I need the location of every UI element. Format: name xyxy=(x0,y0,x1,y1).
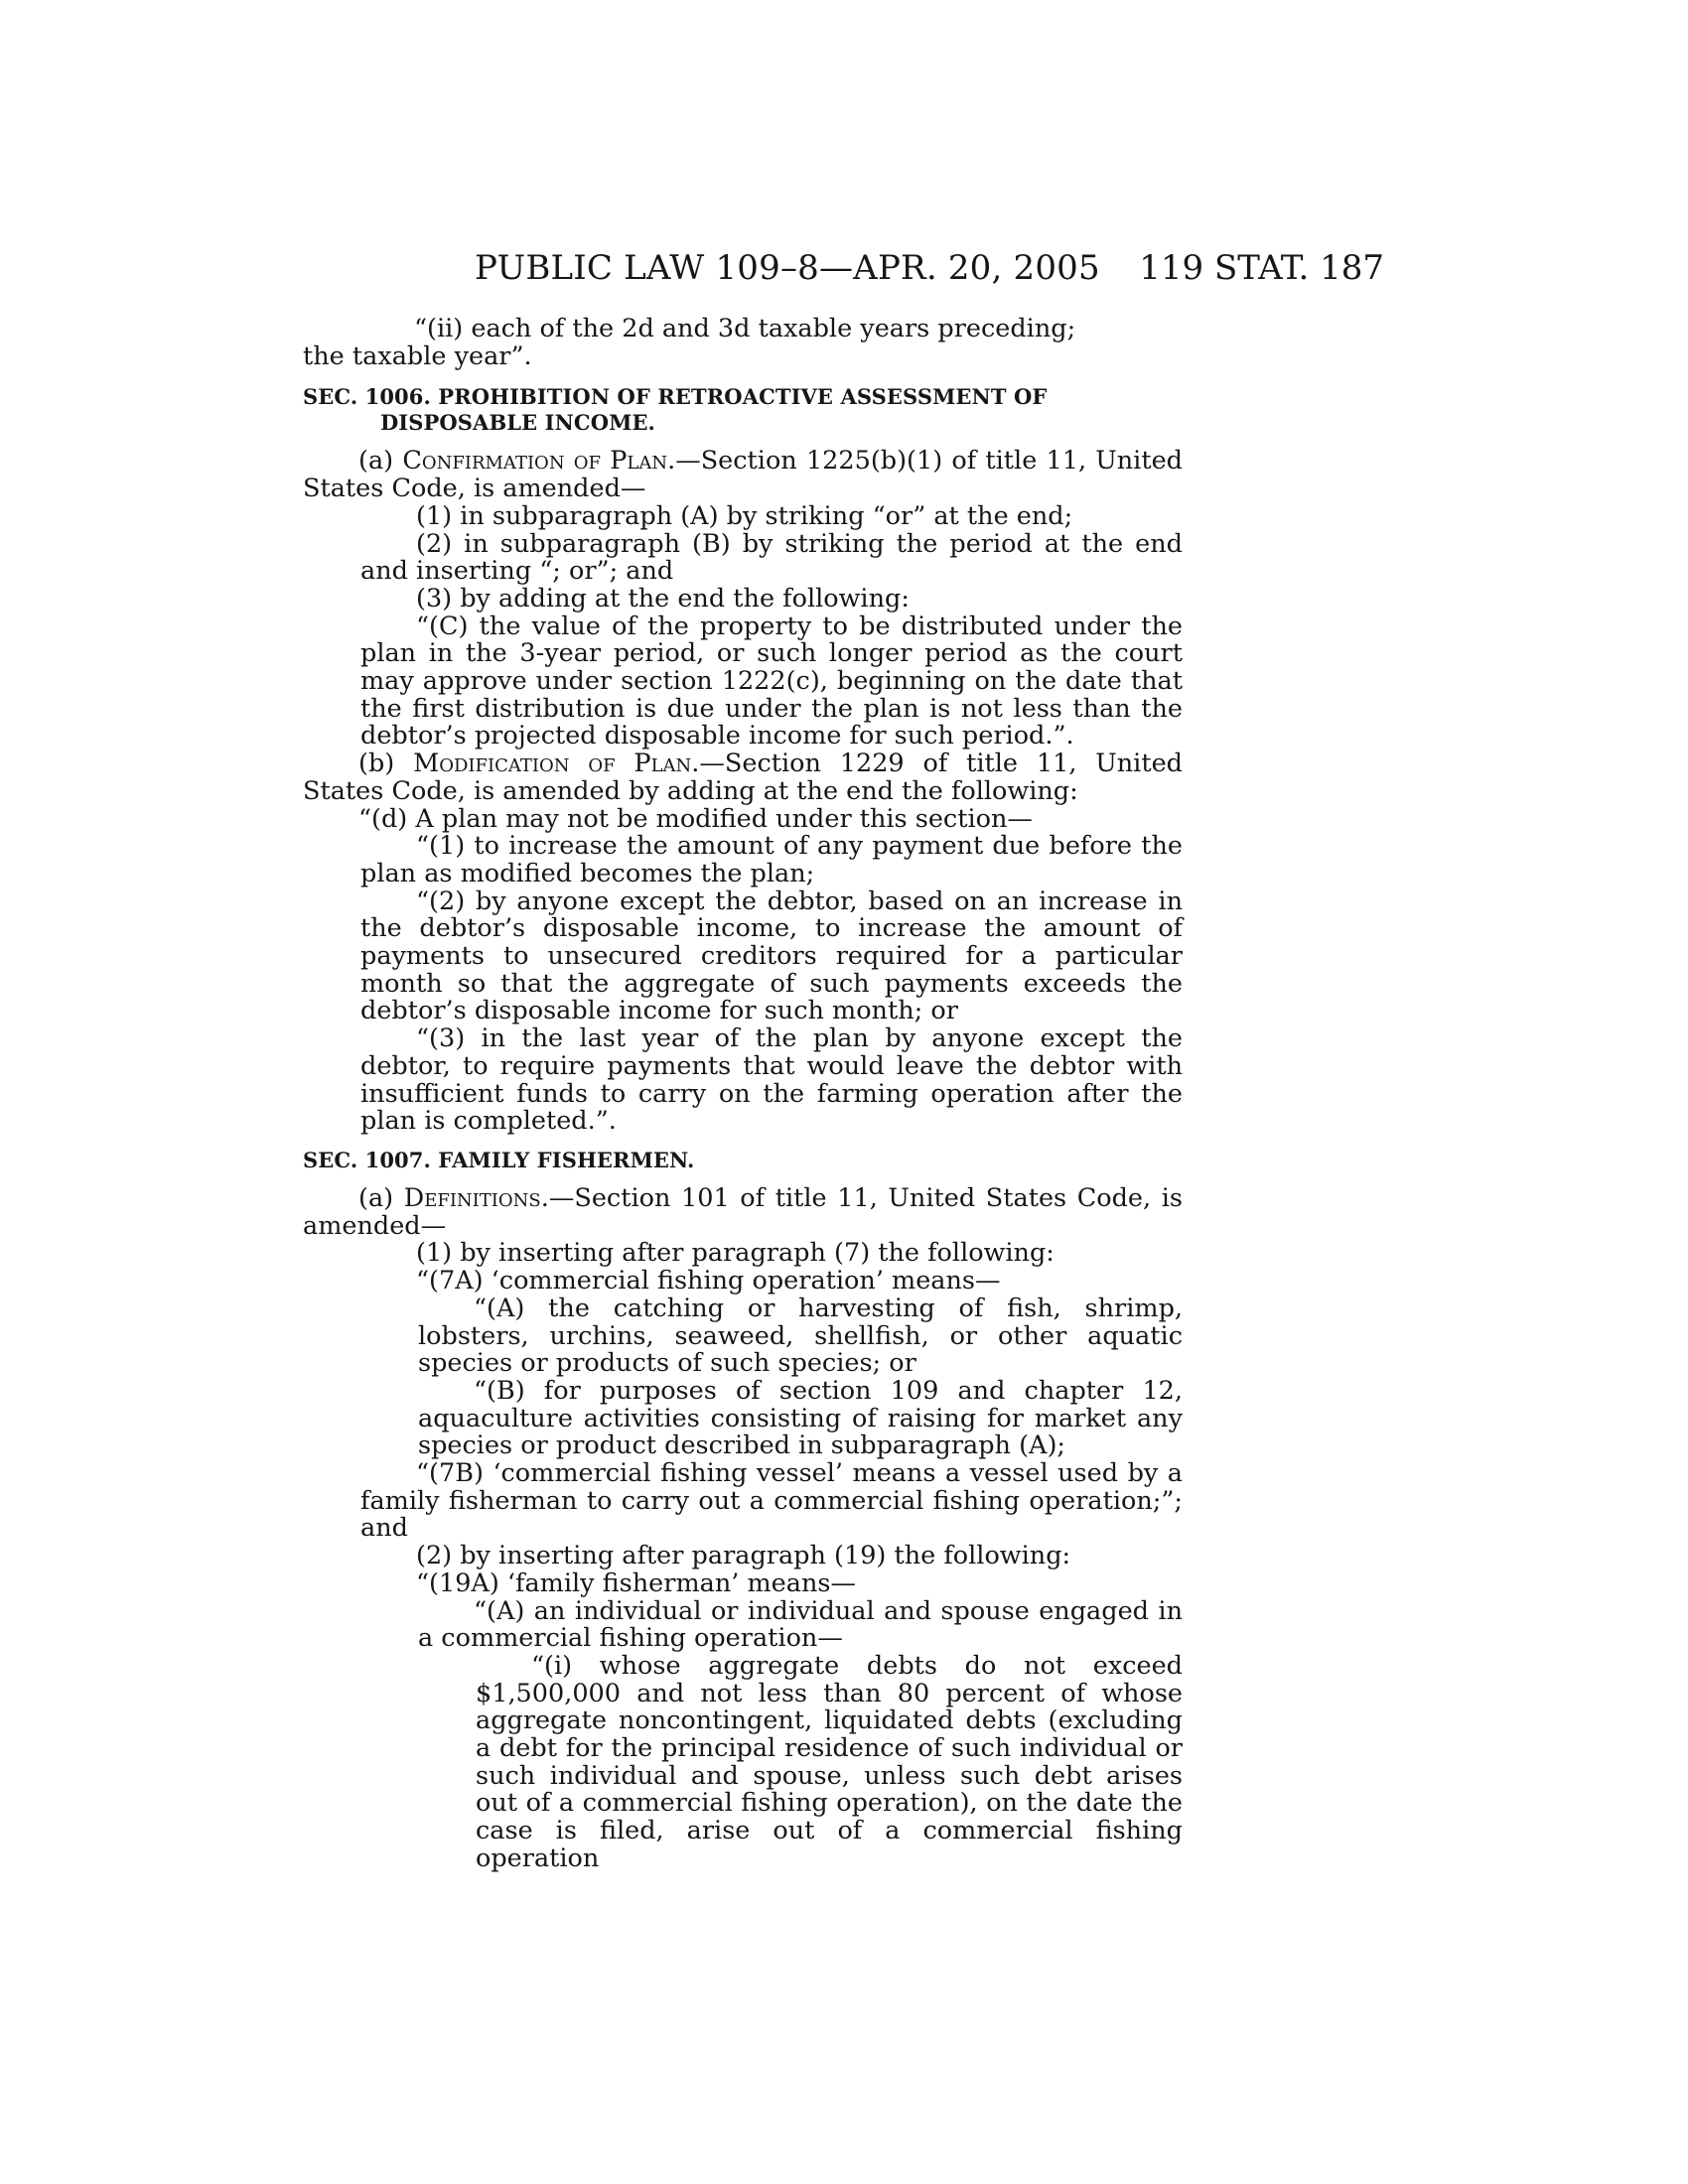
clause-ii: “(ii) each of the 2d and 3d taxable years preceding; xyxy=(414,314,1076,343)
paragraph-d2: “(2) by anyone except the debtor, based on an increase in the debtor’s disposable income, to increase the amount of payments to unsecured creditors required for a particular month so that the aggregate of such payments exceeds the debtor’s disposable income for such month; or xyxy=(360,886,1183,1026)
paragraph-3: (3) by adding at the end the following: xyxy=(416,583,910,614)
definition-7b: “(7B) ‘commercial fishing vessel’ means a vessel used by a family fisherman to carry out a commercial fishing operation;”; and xyxy=(360,1458,1183,1544)
definition-19a: “(19A) ‘family fisherman’ means— xyxy=(416,1568,856,1598)
page-stat-number: 119 STAT. 187 xyxy=(1139,248,1384,288)
paragraph-1: (1) in subparagraph (A) by striking “or” at the end; xyxy=(416,500,1073,531)
subsection-text: .—Section 1229 of title 11, United States Code, is amended by adding at the end the following: xyxy=(303,749,1183,806)
subsection-text: .—Section 101 of title 11, United States Code, is amended— xyxy=(303,1182,1183,1241)
subsection-a-definitions xyxy=(303,1182,1183,1241)
subsection-heading: Modification of Plan xyxy=(413,749,692,779)
section-1007-heading: SEC. 1007. FAMILY FISHERMEN. xyxy=(303,1147,695,1172)
definition-7a-a: “(A) the catching or harvesting of fish, shrimp, lobsters, urchins, seaweed, shellfish, or other aquatic species or products of such species; or xyxy=(418,1293,1183,1379)
subsection-b-modification xyxy=(303,751,1183,805)
document-body xyxy=(303,316,1183,1873)
subsection-heading: Definitions xyxy=(403,1182,541,1213)
continuation-line: the taxable year”. xyxy=(303,341,532,371)
subsection-d: “(d) A plan may not be modified under this section— xyxy=(358,803,1033,834)
paragraph-2-definitions: (2) by inserting after paragraph (19) the following: xyxy=(416,1541,1071,1571)
subsection-text: .—Section 1225(b)(1) of title 11, United States Code, is amended— xyxy=(303,446,1183,504)
definition-7a: “(7A) ‘commercial fishing operation’ means— xyxy=(416,1266,1001,1297)
subsection-number: (a) xyxy=(358,1182,394,1213)
subsection-heading: Confirmation of Plan xyxy=(402,446,668,477)
paragraph-d3: “(3) in the last year of the plan by anyone except the debtor, to require payments that would leave the debtor with insufficient funds to carry on the farming operation after the plan is completed.”. xyxy=(360,1024,1183,1137)
definition-19a-a: “(A) an individual or individual and spouse engaged in a commercial fishing operation— xyxy=(418,1595,1183,1654)
section-1006-heading: SEC. 1006. PROHIBITION OF RETROACTIVE ASSESSMENT OF DISPOSABLE INCOME. xyxy=(303,384,1048,436)
subsection-a-confirmation xyxy=(303,448,1183,502)
subsection-number: (a) xyxy=(358,446,394,477)
running-header-title: PUBLIC LAW 109–8—APR. 20, 2005 xyxy=(475,248,1100,288)
paragraph-2: (2) in subparagraph (B) by striking the period at the end and inserting “; or”; and xyxy=(360,528,1183,587)
definition-19a-a-i: “(i) whose aggregate debts do not exceed $1,500,000 and not less than 80 percent of whose aggregate noncontingent, liquidated debts (excluding a debt for the principal residence of such individual or such individual and spouse, unless such debt arises out of a commercial fishing operation), on the date the case is filed, arise out of a commercial fishing operation xyxy=(476,1650,1183,1873)
paragraph-d1: “(1) to increase the amount of any payment due before the plan as modified becomes the plan; xyxy=(360,831,1183,888)
subsection-number: (b) xyxy=(358,749,395,779)
definition-7a-b: “(B) for purposes of section 109 and chapter 12, aquaculture activities consisting of raising for market any species or product described in subparagraph (A); xyxy=(418,1375,1183,1461)
paragraph-1-definitions: (1) by inserting after paragraph (7) the following: xyxy=(416,1238,1055,1269)
subparagraph-c: “(C) the value of the property to be distributed under the plan in the 3-year period, or such longer period as the court may approve under section 1222(c), beginning on the date that the first distribution is due under the plan is not less than the debtor’s projected disposable income for such period.”. xyxy=(360,611,1183,751)
